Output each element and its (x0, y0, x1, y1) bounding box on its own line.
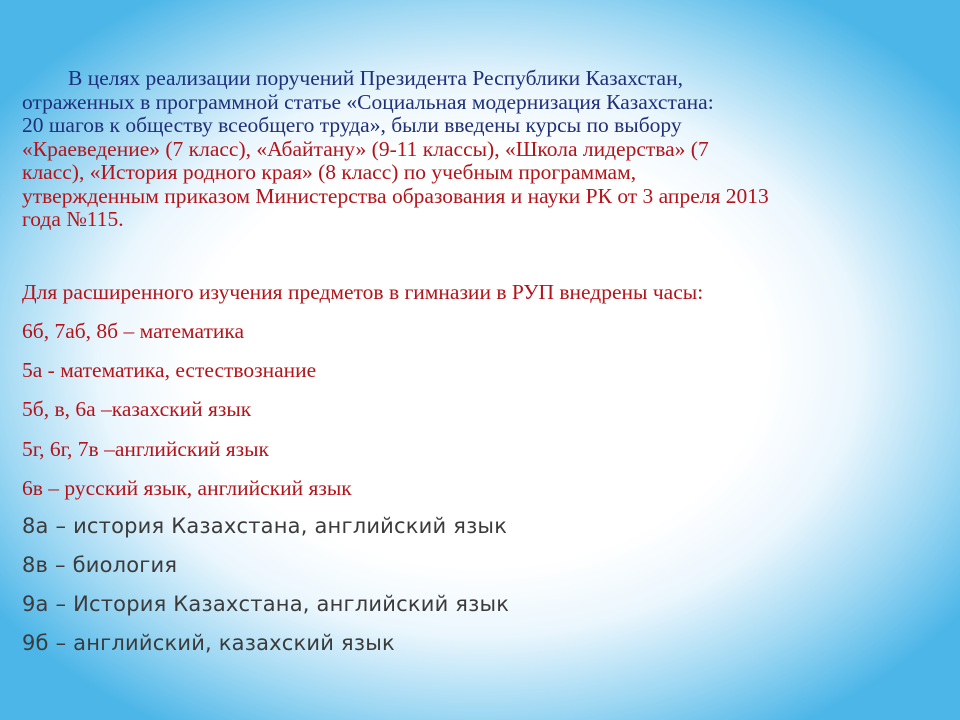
subject-line: 9а – История Казахстана, английский язык (22, 592, 510, 616)
subject-line: 8в – биология (22, 553, 178, 577)
subject-line: 8а – история Казахстана, английский язык (22, 514, 508, 538)
intro-line-2: отраженных в программной статье «Социальная модернизация Казахстана: (22, 89, 714, 114)
subject-line: 9б – английский, казахский язык (22, 631, 395, 655)
intro-line-3: 20 шагов к обществу всеобщего труда», были введены курсы по выбору (22, 113, 682, 137)
intro-paragraph (22, 67, 952, 232)
hours-heading: Для расширенного изучения предметов в гимназии в РУП внедрены часы: (22, 280, 704, 304)
intro-line-6: утвержденным приказом Министерства образования и науки РК от 3 апреля 2013 (22, 183, 769, 208)
intro-line-4: «Краеведение» (7 класс), «Абайтану» (9-11 классы), «Школа лидерства» (7 (22, 136, 709, 161)
subject-line: 5г, 6г, 7в –английский язык (22, 437, 269, 461)
intro-line-7: года №115. (22, 207, 124, 231)
subject-line: 5а - математика, естествознание (22, 358, 317, 382)
intro-line-5: класс), «История родного края» (8 класс) по учебным программам, (22, 160, 637, 184)
subject-line: 6в – русский язык, английский язык (22, 476, 352, 500)
subject-line: 6б, 7аб, 8б – математика (22, 319, 245, 343)
intro-line-1: В целях реализации поручений Президента Республики Казахстан, (68, 66, 683, 90)
subject-line: 5б, в, 6а –казахский язык (22, 397, 252, 421)
